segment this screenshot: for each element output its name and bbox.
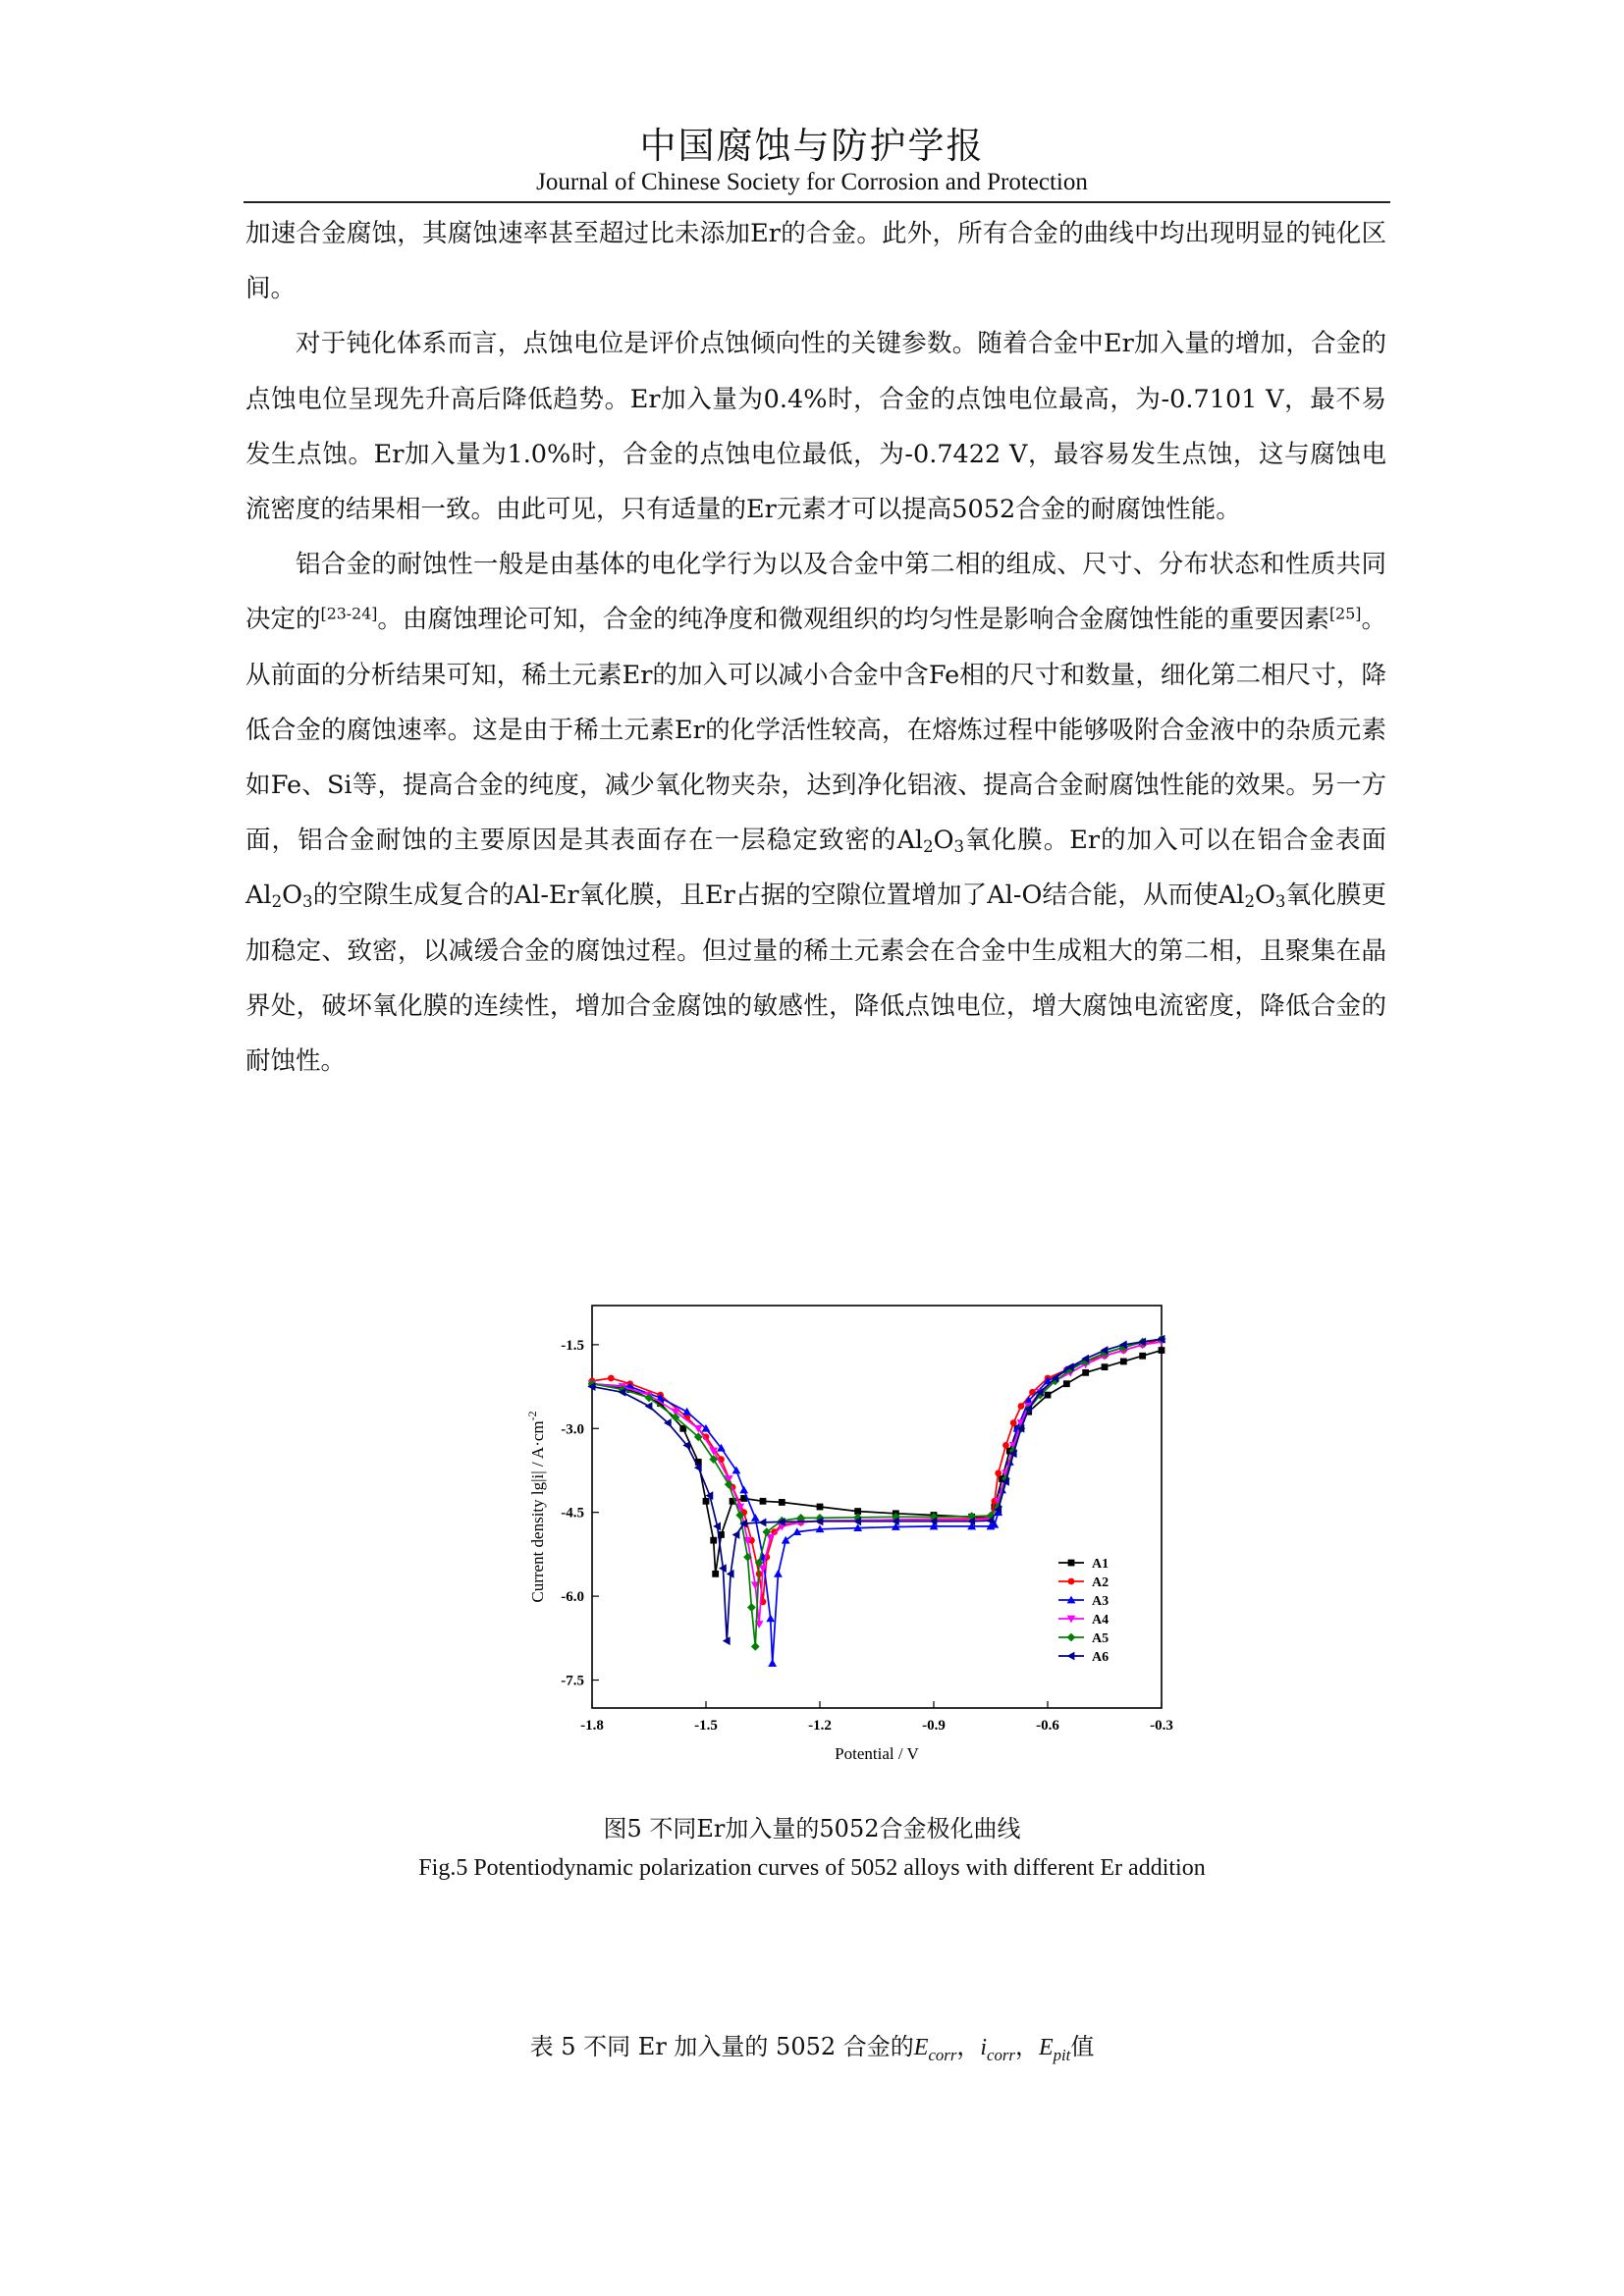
chem-subscript: 3	[1274, 892, 1286, 912]
figure-5	[515, 1298, 1193, 1789]
chem-subscript: 3	[302, 892, 313, 912]
figure-caption-en: Fig.5 Potentiodynamic polarization curves of 5052 alloys with different Er addition	[418, 1855, 1206, 1881]
legend-item-a6	[1058, 1650, 1109, 1665]
data-point	[1139, 1353, 1146, 1360]
subscript-corr: corr	[928, 2045, 957, 2064]
symbol-e: E	[913, 2035, 929, 2060]
table-5-title	[0, 2027, 1624, 2065]
series-a6	[588, 1335, 1165, 1645]
chem-subscript: 2	[923, 837, 934, 857]
data-point	[1120, 1359, 1127, 1365]
citation-25[interactable]: [25]	[1329, 604, 1362, 623]
citation-23-24[interactable]: [23-24]	[320, 604, 378, 623]
legend-label: A1	[1092, 1557, 1110, 1572]
y-axis-label-exponent: -2	[525, 1411, 539, 1421]
y-tick-label: -4.5	[561, 1505, 584, 1522]
data-point	[1045, 1392, 1052, 1399]
series-a5	[588, 1335, 1166, 1651]
chem-subscript: 2	[1244, 892, 1256, 912]
x-tick-label: -0.9	[922, 1718, 946, 1734]
separator: ，	[956, 2033, 981, 2060]
data-point	[774, 1570, 783, 1577]
legend-item-a4	[1058, 1613, 1109, 1628]
symbol-e: E	[1038, 2035, 1054, 2060]
journal-title-en: Journal of Chinese Society for Corrosion and Protection	[536, 169, 1088, 195]
chem-subscript: 3	[953, 837, 965, 857]
subscript-pit: pit	[1053, 2045, 1071, 2064]
data-point	[1102, 1363, 1109, 1370]
data-point	[1018, 1403, 1025, 1410]
polarization-chart	[515, 1298, 1193, 1789]
x-tick-label: -1.5	[694, 1718, 718, 1734]
subscript-corr: corr	[987, 2045, 1015, 2064]
legend-item-a2	[1058, 1575, 1109, 1590]
data-point	[766, 1614, 775, 1622]
series-a4	[588, 1339, 1166, 1629]
data-point	[751, 1514, 760, 1522]
paragraph-3	[245, 537, 1386, 1089]
y-tick-label: -6.0	[561, 1589, 584, 1606]
data-point	[608, 1375, 615, 1382]
data-point	[760, 1498, 767, 1505]
data-point	[759, 1519, 767, 1527]
legend-marker	[1068, 1560, 1075, 1567]
legend-label: A3	[1092, 1594, 1110, 1609]
separator: ，	[1014, 2033, 1039, 2060]
paragraph-3-part-d: 氧化膜。Er的加入可以在铝合金表面Al	[245, 826, 1386, 911]
journal-title-cn: 中国腐蚀与防护学报	[639, 125, 985, 167]
data-point	[703, 1498, 710, 1505]
chem-letter: O	[933, 826, 954, 856]
chem-letter: O	[282, 881, 303, 911]
y-tick-label: -7.5	[561, 1673, 584, 1689]
series-line-a3	[592, 1339, 1162, 1663]
data-point	[645, 1402, 653, 1411]
table-title-prefix: 表 5 不同 Er 加入量的 5052 合金的	[529, 2033, 914, 2060]
data-point	[1159, 1347, 1165, 1354]
x-tick-label: -0.6	[1036, 1718, 1059, 1734]
legend-marker	[1067, 1633, 1076, 1642]
data-point	[1010, 1419, 1017, 1426]
paragraph-3-part-b: 。由腐蚀理论可知，合金的纯净度和微观组织的均匀性是影响合金腐蚀性能的重要因素	[377, 605, 1330, 635]
article-body	[245, 206, 1386, 1089]
data-point	[779, 1499, 785, 1506]
legend-item-a5	[1058, 1631, 1109, 1646]
paragraph-3-part-f: 氧化膜更加稳定、致密，以减缓合金的腐蚀过程。但过量的稀土元素会在合金中生成粗大的第二相，且聚集在晶界处，破坏氧化膜的连续性，增加合金腐蚀的敏感性，降低点蚀电位，增大腐蚀电流密度，降低合金的耐蚀性。	[245, 881, 1386, 1077]
paragraph-2: 对于钝化体系而言，点蚀电位是评价点蚀倾向性的关键参数。随着合金中Er加入量的增加，合金的点蚀电位呈现先升高后降低趋势。Er加入量为0.4%时，合金的点蚀电位最高，为-0.7101 V，最不易发生点蚀。Er加入量为1.0%时，合金的点蚀电位最低，为-0.7422 V，最容易发生点蚀，这与腐蚀电流密度的结果相一致。由此可见，只有适量的Er元素才可以提高5052合金的耐腐蚀性能。	[245, 329, 1386, 525]
legend-item-a1	[1058, 1557, 1109, 1572]
chem-subscript: 2	[271, 892, 283, 912]
paragraph-3-part-a: 铝合金的耐蚀性一般是由基体的电化学行为以及合金中第二相的组成、尺寸、分布状态和性质共同决定的	[245, 550, 1386, 635]
data-point	[682, 1408, 691, 1415]
header-divider	[244, 201, 1390, 203]
x-tick-label: -1.8	[580, 1718, 604, 1734]
series-line-a6	[592, 1339, 1162, 1641]
legend-label: A5	[1092, 1631, 1110, 1646]
series-a1	[589, 1347, 1165, 1577]
legend-label: A4	[1092, 1613, 1110, 1628]
data-point	[747, 1603, 756, 1612]
data-point	[751, 1642, 760, 1651]
x-tick-label: -0.3	[1150, 1718, 1173, 1734]
x-axis-label: Potential / V	[835, 1744, 919, 1763]
y-tick-label: -1.5	[561, 1337, 584, 1354]
paragraph-3-part-c: 。从前面的分析结果可知，稀土元素Er的加入可以减小合金中含Fe相的尺寸和数量，细化第二相尺寸，降低合金的腐蚀速率。这是由于稀土元素Er的化学活性较高，在熔炼过程中能够吸附合金液中的杂质元素如Fe、Si等，提高合金的纯度，减少氧化物夹杂，达到净化铝液、提高合金耐腐蚀性能的效果。另一方面，铝合金耐蚀的主要原因是其表面存在一层稳定致密的Al	[245, 605, 1386, 856]
x-tick-label: -1.2	[808, 1718, 832, 1734]
data-point	[768, 1659, 777, 1667]
data-point	[710, 1537, 717, 1544]
data-point	[1082, 1369, 1089, 1376]
data-point	[995, 1469, 1001, 1476]
legend-label: A6	[1092, 1650, 1110, 1665]
data-point	[817, 1504, 824, 1511]
data-point	[712, 1571, 719, 1577]
data-point	[1002, 1442, 1009, 1449]
data-point	[739, 1486, 748, 1494]
legend-item-a3	[1058, 1594, 1109, 1609]
paragraph-1: 加速合金腐蚀，其腐蚀速率甚至超过比未添加Er的合金。此外，所有合金的曲线中均出现明显的钝化区间。	[245, 219, 1386, 304]
y-axis-label: Current density $\lg|i| / A\cdot cm^{-2}$	[525, 1411, 547, 1603]
table-title-suffix: 值	[1070, 2033, 1095, 2060]
series-line-a1	[592, 1351, 1162, 1575]
figure-caption-cn: 图5 不同Er加入量的5052合金极化曲线	[603, 1815, 1021, 1842]
series-a3	[588, 1335, 1166, 1667]
legend-marker	[1068, 1578, 1075, 1585]
chem-letter: O	[1255, 881, 1275, 911]
legend-marker	[1067, 1652, 1075, 1661]
symbol-i: i	[980, 2035, 988, 2060]
data-point	[1063, 1380, 1070, 1387]
legend-label: A2	[1092, 1575, 1110, 1590]
paragraph-3-part-e: 的空隙生成复合的Al-Er氧化膜，且Er占据的空隙位置增加了Al-O结合能，从而使Al	[312, 881, 1245, 911]
y-tick-label: -3.0	[561, 1421, 584, 1438]
